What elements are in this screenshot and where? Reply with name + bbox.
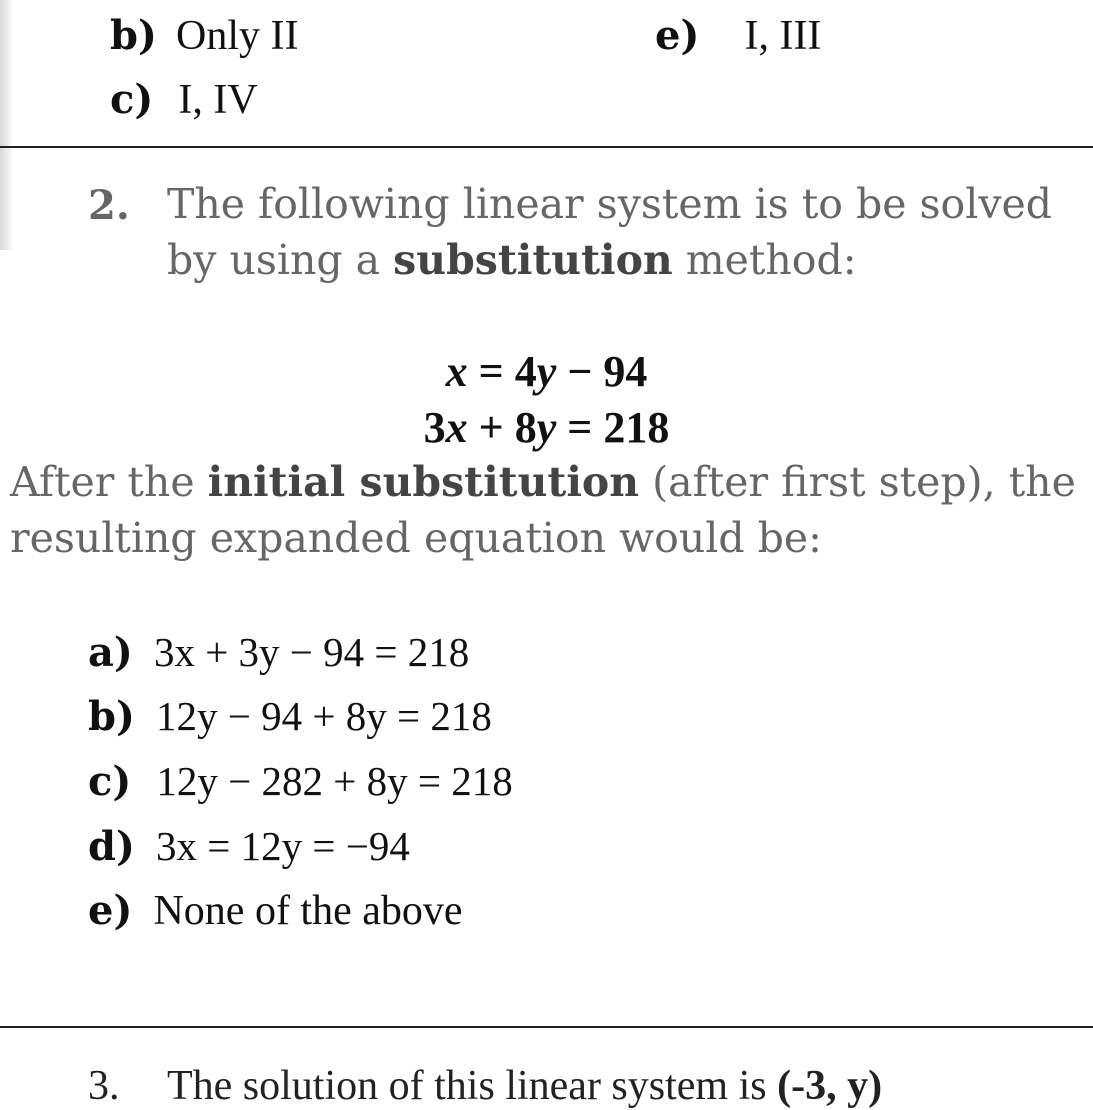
option-letter: d) (88, 823, 135, 870)
answer-option-b[interactable] (88, 692, 492, 740)
prev-option-e[interactable] (655, 12, 821, 60)
equation-1 (0, 346, 1093, 397)
eq-part: + 8 (467, 403, 537, 452)
equation-2 (0, 402, 1093, 453)
question-text-line2 (167, 236, 857, 284)
bold-term: (-3, y) (777, 1063, 883, 1109)
option-letter: c) (110, 76, 154, 123)
option-letter: a) (88, 629, 133, 676)
bold-term: initial substitution (207, 458, 640, 506)
option-letter: e) (88, 887, 133, 934)
option-letter: b) (110, 12, 157, 59)
text-span: After the (10, 458, 208, 506)
eq-var: y (536, 347, 557, 396)
option-text: 3x = 12y = −94 (156, 823, 410, 869)
answer-option-a[interactable] (88, 628, 469, 676)
option-letter: b) (88, 693, 135, 740)
question-number: 2. (88, 182, 130, 229)
eq-var: y (536, 403, 557, 452)
option-letter: e) (655, 12, 700, 59)
option-text: 12y − 282 + 8y = 218 (156, 758, 513, 804)
answer-option-c[interactable] (88, 757, 513, 805)
eq-var: x (445, 403, 468, 452)
answer-option-e[interactable] (88, 887, 463, 935)
divider-top (0, 146, 1093, 148)
eq-part: = 218 (556, 403, 670, 452)
eq-part: 3 (423, 403, 446, 452)
option-text: I, IV (178, 77, 258, 123)
text-span: method: (672, 236, 857, 284)
eq-part: = 4 (467, 347, 537, 396)
text-span: (after first step), the (639, 458, 1076, 506)
option-text: None of the above (153, 888, 463, 934)
eq-part: − 94 (556, 347, 648, 396)
text-span: by using a (167, 236, 394, 284)
option-text: Only II (176, 13, 299, 59)
option-text: 3x + 3y − 94 = 218 (153, 629, 470, 675)
divider-bottom (0, 1026, 1093, 1028)
option-text: I, III (744, 13, 822, 59)
prev-option-c[interactable] (110, 76, 258, 124)
text-span: The solution of this linear system is (167, 1063, 778, 1109)
bold-term: substitution (393, 236, 673, 284)
question-text-line1: The following linear system is to be solved (167, 180, 1053, 228)
answer-option-d[interactable] (88, 822, 410, 870)
option-letter: c) (88, 758, 132, 805)
eq-var: x (445, 347, 468, 396)
prev-option-b[interactable] (110, 12, 298, 60)
prompt-line2: resulting expanded equation would be: (10, 514, 822, 562)
question3-text (167, 1062, 882, 1110)
question3-number: 3. (88, 1063, 120, 1109)
option-text: 12y − 94 + 8y = 218 (156, 693, 492, 739)
page-edge-shadow (0, 0, 14, 250)
prompt-line1 (10, 458, 1076, 506)
